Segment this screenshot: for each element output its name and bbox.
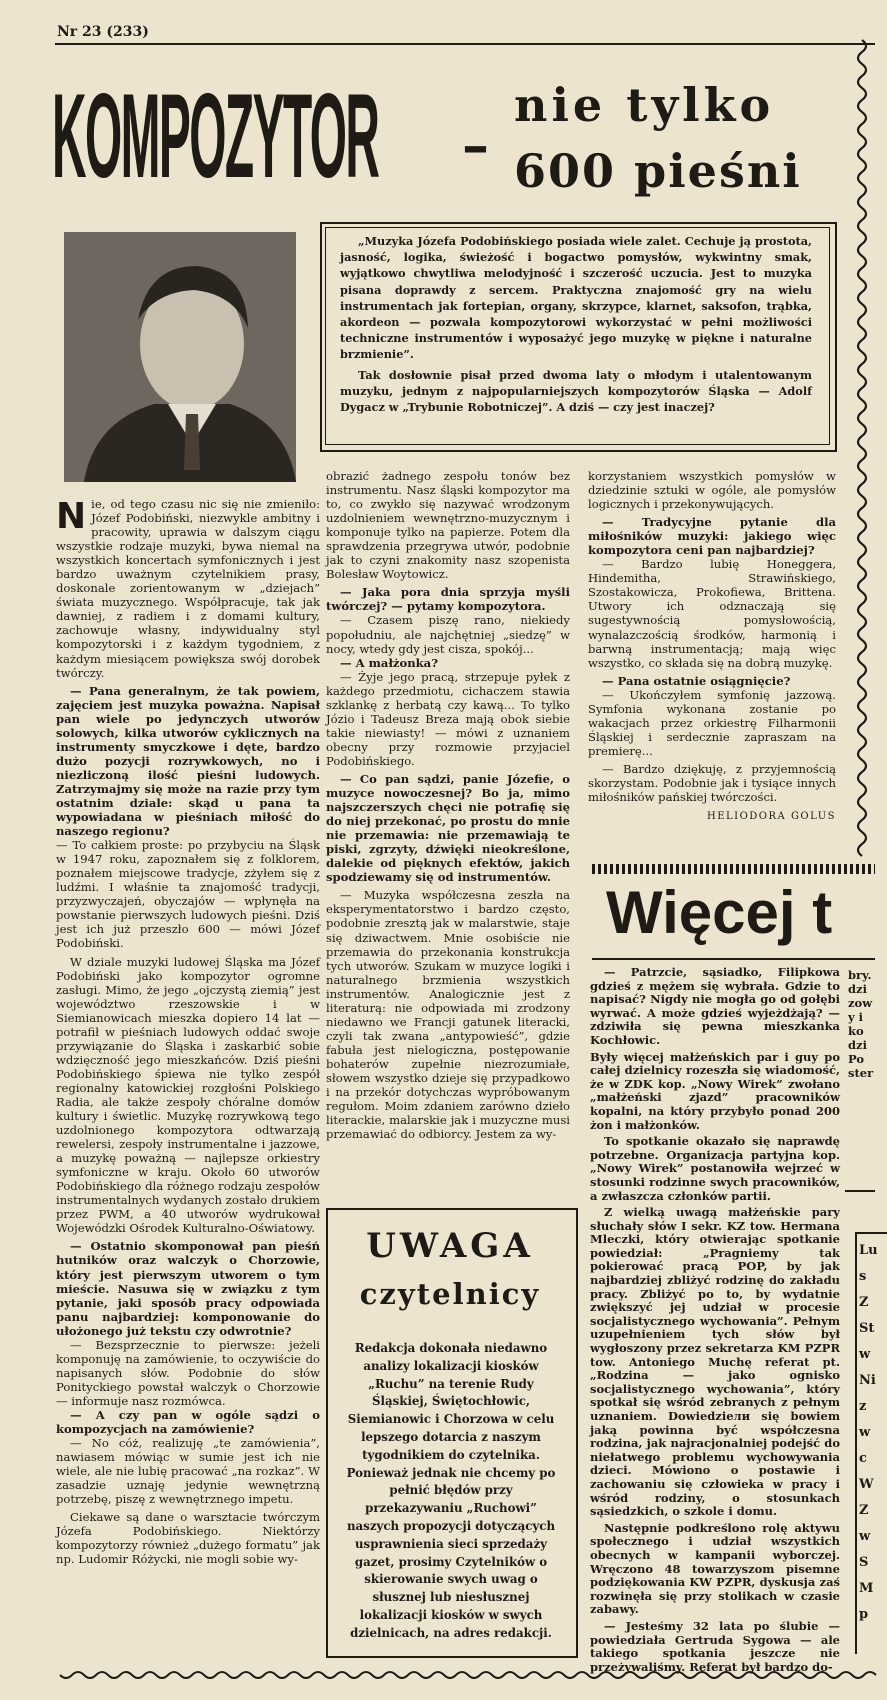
- fragment-letter: z: [859, 1399, 867, 1414]
- fragment-text: y i: [848, 1010, 864, 1024]
- col1-question: — A czy pan w ogóle sądzi o kompozycjach na zamówienie?: [56, 1408, 320, 1437]
- article-column-2: [326, 469, 570, 1141]
- section-border: [592, 864, 875, 874]
- wiecej-title: Więcej t: [606, 879, 833, 946]
- col1-question: — Pana generalnym, że tak powiem, zajęciem jest muzyka poważna. Napisał pan wiele po jedynczych utworów solowych, kilka utworów cyklicznych na instrumenty smyczkowe i dęte, bardzo dużo pozycji rozrywkowych, no i niezliczoną ilość pieśni ludowych. Zatrzymajmy się może na razie przy tym ostatnim dziale: skąd u pana ta wypowiadana w pieśniach miłość do naszego regionu?: [56, 683, 320, 839]
- adjacent-box-fragment: [859, 1238, 878, 1628]
- fragment-letter: p: [859, 1607, 869, 1622]
- wiecej-column: [590, 966, 840, 1674]
- col1-paragraph: ie, od tego czasu nic się nie zmieniło: Józef Podobiński, niezwykle ambitny i pracowity, uprawia w dalszym ciągu wszystkie rodzaje muzyki, bywa niemal na wszystkich koncertach symfonicznych i jest bardzo uważnym czytelnikiem prasy, doskonale zorientowanym w „dziejach” świata muzycznego. Współpracuje, tak jak dawniej, z radiem i z domami kultury, zachowuje własny, indywidualny styl kompozytorski i z każdym tygodniem, z każdym miesiącem powiększa swój dorobek twórczy.: [56, 497, 320, 680]
- wiecej-paragraph: Z wielką uwagą małżeńskie pary słuchały słów I sekr. KZ tow. Hermana Mleczki, który otwierając spotkanie powiedział: „Pragniemy tak pokierować pracą POP, by jak najbardziej zbliżyć rodzinę do zakładu pracy. Zbliżyć po to, by wydatnie zwiększyć jej udział w procesie socjalistycznego wychowania”. Pełnym uzupełnieniem tych słów był wygłoszony przez sekretarza KM PZPR tow. Antoniego Muchę referat pt. „Rodzina — jako ognisko socjalistycznego wychowania”, który spotkał się wśród zebranych z pełnym uznaniem. Dowiedziели się bowiem jaką powinna być współczesna rodzina, jak najracjonalniej podejść do niełatwego problemu wychowywania dzieci. Mówiono o postawie i zachowaniu się człowieka w pracy i wśród rodziny, o stosunkach sąsiedzkich, o szkole i domu.: [590, 1205, 840, 1519]
- headline-dash: –: [462, 113, 489, 177]
- decorative-border: [850, 40, 875, 850]
- wiecej-paragraph: — Jesteśmy 32 lata po ślubie — powiedziała Gertruda Sygowa — ale takiego spotkania jeszcze nie przeżywaliśmy. Referat był bardzo do-: [590, 1618, 840, 1674]
- wiecej-rule: [592, 958, 875, 960]
- portrait-photo: [64, 232, 296, 482]
- col3-question: — Tradycyjne pytanie dla miłośników muzyki: jakiego więc kompozytora ceni pan najbardziej?: [588, 515, 836, 558]
- drop-cap: N: [56, 496, 87, 537]
- col1-question: — Ostatnio skomponował pan pieśń hutników oraz walczyk o Chorzowie, który jest pierwszym utworem o tym mieście. Nasuwa się w związku z tym pytanie, jaki sposób pracy odpowiada panu najbardziej: komponowanie do ułożonego już tekstu czy odwrotnie?: [56, 1239, 320, 1338]
- col2-paragraph: obrazić żadnego zespołu tonów bez instrumentu. Nasz śląski kompozytor ma to, co zwykło się nazywać wrodzonym uzdolnieniem wewnętrzno-muzycznym i komponuje tylko na papierze. Potem dla sprawdzenia przegrywa utwór, podobnie jak to czyni znakomity nasz szopenista Bolesław Woytowicz.: [326, 469, 570, 582]
- headline-line2: 600 pieśni: [514, 144, 802, 198]
- fragment-letter: Ni: [859, 1373, 876, 1388]
- issue-number: Nr 23 (233): [57, 24, 149, 40]
- fragment-text: dzi: [848, 1038, 867, 1052]
- col1-paragraph: — To całkiem proste: po przybyciu na Śląsk w 1947 roku, zapoznałem się z folklorem, poznałem miejscowe tradycje, zżyłem się z ludźmi. I właśnie ta znajomość tradycji, przyzwyczajeń, obyczajów — wpłynęła na powstanie pierwszych ludowych pieśni. Dziś jest ich już przeszło 600 — mówi Józef Podobiński.: [56, 838, 320, 951]
- fragment-letter: Z: [859, 1503, 869, 1518]
- fragment-letter: S: [859, 1555, 869, 1570]
- fragment-letter: Lu: [859, 1243, 878, 1258]
- fragment-text: Po: [848, 1052, 865, 1066]
- fragment-letter: W: [859, 1477, 874, 1492]
- col1-paragraph: Ciekawe są dane o warsztacie twórczym Józefa Podobińskiego. Niektórzy kompozytorzy również „dużego formatu” jak np. Ludomir Różycki, nie mogli sobie wy-: [56, 1510, 320, 1567]
- fragment-letter: Z: [859, 1295, 869, 1310]
- col3-paragraph: — Bardzo lubię Honeggera, Hindemitha, Strawińskiego, Szostakowicza, Prokofiewa, Brittena. Utwory ich odznaczają się sugestywnością pomysłowością, wynalazczością środków, harmonią i barwną instrumentacją; mają więc wszystko, co składa się na dobrą muzykę.: [588, 557, 836, 670]
- headline-line1: nie tylko: [514, 78, 775, 132]
- col3-paragraph: — Bardzo dziękuję, z przyjemnością skorzystam. Podobnie jak i tysiące innych miłośników pańskiej twórczości.: [588, 761, 836, 805]
- wiecej-paragraph: To spotkanie okazało się naprawdę potrzebne. Organizacja partyjna kop. „Nowy Wirek” postanowiła wejrzeć w stosunki rodzinne swych pracowników, a zwłaszcza członków partii.: [590, 1134, 840, 1203]
- notice-body: Redakcja dokonała niedawno analizy lokalizacji kiosków „Ruchu” na terenie Rudy Śląskiej, Świętochłowic, Siemianowic i Chorzowa w celu lepszego dotarcia z naszym tygodnikiem do czytelnika. Ponieważ jednak nie chcemy po pełnić błędów przy przekazywaniu „Ruchowi” naszych propozycji dotyczących usprawnienia sieci sprzedaży gazet, prosimy Czytelników o skierowanie swych uwag o słusznej lub niesłusznej lokalizacji kiosków w swych dzielnicach, na adres redakcji.: [346, 1341, 556, 1640]
- col1-paragraph: — No cóż, realizuję „te zamówienia”, nawiasem mówiąc w sumie jest ich nie wiele, ale nie lubię pracować „na rozkaz”. W zasadzie uznaję jedynie wewnętrzną potrzebę, piszę z wewnętrznego impetu.: [56, 1436, 320, 1507]
- adjacent-article-fragment: [848, 968, 875, 1080]
- wiecej-paragraph: Następnie podkreślono rolę aktywu społecznego i udział wszystkich obecnych w kampanii wyborczej. Wręczono 48 towarzyszom pisemne podziękowania KW PZPR, dyskusja zaś rozwinęła się przy stolikach w czasie zabawy.: [590, 1520, 840, 1617]
- col2-question: — Jaka pora dnia sprzyja myśli twórczej? — pytamy kompozytora.: [326, 585, 570, 614]
- col2-paragraph: — Czasem piszę rano, niekiedy popołudniu, ale najchętniej „siedzę” w nocy, wtedy gdy jest cisza, spokój...: [326, 613, 570, 656]
- notice-title: UWAGA: [366, 1226, 534, 1266]
- quote-paragraph-2: Tak dosłownie pisał przed dwoma laty o młodym i utalentowanym muzyku, jednym z najpopularniejszych kompozytorów Śląska — Adolf Dygacz w „Trybunie Robotniczej”. A dziś — czy jest inaczej?: [340, 367, 812, 415]
- headline-main: KOMPOZYTOR: [52, 70, 379, 204]
- fragment-letter: M: [859, 1581, 874, 1596]
- fragment-text: ster: [848, 1066, 874, 1080]
- fragment-letter: w: [859, 1529, 871, 1544]
- fragment-text: zow: [848, 996, 873, 1010]
- col2-paragraph: — Żyje jego pracą, strzepuje pyłek z każdego przedmiotu, cichaczem stawia szklankę z herbatą czy kawą... To tylko Józio i Tadeusz Breza mają obok siebie takie niewiasty! — mówi z uznaniem obecny przy rozmowie przyjaciel Podobińskiego.: [326, 669, 570, 768]
- quote-text: [340, 233, 812, 415]
- fragment-text: bry.: [848, 968, 872, 982]
- col2-question: — Co pan sądzi, panie Józefie, o muzyce nowoczesnej? Bo ja, mimo najszczerszych chęci nie potrafię się do niej przekonać, po prostu do mnie nie przemawia: nie przemawiają te piski, zgrzyty, dźwięki nieokreślone, dalekie od pięknych efektów, jakich spodziewamy się od instrumentów.: [326, 771, 570, 885]
- article-column-3: [588, 469, 836, 824]
- fragment-letter: w: [859, 1347, 871, 1362]
- col3-question: — Pana ostatnie osiągnięcie?: [602, 673, 791, 688]
- col3-paragraph: — Ukończyłem symfonię jazzową. Symfonia wykonana zostanie po wakacjach przez orkiestrę Filharmonii Śląskiej i serdecznie zapraszam na premierę...: [588, 687, 836, 758]
- fragment-letter: St: [859, 1321, 875, 1336]
- col1-paragraph: W dziale muzyki ludowej Śląska ma Józef Podobiński jako kompozytor ogromne zasługi. Mimo, że jego „ojczystą ziemią” jest województwo rzeszowskie i w Siemianowicach mieszka dopiero 14 lat — potrafił w pieśniach ludowych oddać swoje przywiązanie do Śląska i zaskarbić sobie wdzięczność jego mieszkańców. Dziś pieśni Podobińskiego śpiewa nie tylko zespół regionalny katowickiej rozgłośni Polskiego Radia, ale także zespoły chóralne domów kultury i świetlic. Muzykę rozrywkową tego uzdolnionego kompozytora odtwarzają rewelersi, zespoły instrumentalne i jazzowe, a muzykę poważną — najlepsze orkiestry symfoniczne w kraju. Około 60 utworów Podobińskiego dla różnego rodzaju zespołów instrumentalnych wydanych zostało drukiem przez PWM, a 40 utworów wydrukował Wojewódzki Ośrodek Kulturalno-Oświatowy.: [56, 954, 320, 1236]
- article-column-1: [56, 497, 320, 1567]
- author-signature: HELIODORA GOLUS: [706, 811, 836, 823]
- col2-paragraph: — Muzyka współczesna zeszła na eksperymentatorstwo i bardzo często, podobnie zresztą jak w malarstwie, staje się dziwactwem. Mnie osobiście nie przemawia do przekonania konstrukcja tych utworów. Szukam w muzyce logiki i naturalnego brzmienia wszystkich instrumentów. Analogicznie jest z literaturą: nie odpowiada mi zrodzony niedawno we Francji gatunek literacki, czyli tak zwana „antypowieść”, gdzie fabuła jest nielogiczna, postępowanie bohaterów zupełnie niezrozumiałe, słowem wszystko dzieje się przypadkowo i na przekór dotychczas wypróbowanym regułom. Moim zdaniem zarówno dzieło literackie, malarskie jak i muzyczne musi przemawiać do odbiorcy. Jestem za wy-: [326, 888, 570, 1142]
- col3-paragraph: korzystaniem wszystkich pomysłów w dziedzinie sztuki w ogóle, ale pomysłów logicznych i przekonywujących.: [588, 469, 836, 512]
- wiecej-paragraph: Były więcej małżeńskich par i guy po całej dzielnicy rozeszła się wiadomość, że w ZDK kop. „Nowy Wirek” zwołano „małżeński zjazd” pracowników kopalni, na który przybyło ponad 200 żon i małżonków.: [590, 1049, 840, 1132]
- wiecej-paragraph: — Patrzcie, sąsiadko, Filipkowa gdzieś z mężem się wybrała. Gdzie to napisać? Nigdy nie mogła go od gołębi wyrwać. A może gdzieś wyjeżdżają? — zdziwiła się pewna mieszkanka Kochłowic.: [590, 965, 840, 1047]
- notice-subtitle: czytelnicy: [359, 1277, 541, 1311]
- col1-paragraph: — Bezsprzecznie to pierwsze: jeżeli komponuję na zamówienie, to oczywiście do napisanych słów. Podobnie do słów Ponityckiego powstał walczyk o Chorzowie — informuje nasz rozmówca.: [56, 1337, 320, 1408]
- adjacent-rule: [845, 1190, 875, 1192]
- fragment-letter: w: [859, 1425, 871, 1440]
- fragment-text: ko: [848, 1024, 864, 1038]
- fragment-letter: c: [859, 1451, 867, 1466]
- col2-question: — A małżonka?: [340, 655, 438, 670]
- decorative-border-bottom: [60, 1668, 875, 1682]
- fragment-text: dzi: [848, 982, 867, 996]
- fragment-letter: s: [859, 1269, 867, 1284]
- quote-paragraph-1: „Muzyka Józefa Podobińskiego posiada wiele zalet. Cechuje ją prostota, jasność, logika, świeżość i bogactwo pomysłów, wykwintny smak, wyjątkowo chwytliwa melodyjność i szczerość uczucia. Jest to muzyka pisana doprawdy z sercem. Praktyczna znajomość gry na wielu instrumentach jak fortepian, organy, skrzypce, klarnet, saksofon, trąbka, akordeon — pozwala kompozytorowi wykorzystać w pełni możliwości techniczne instrumentów i wyposażyć jego muzykę w piękne i naturalne brzmienie”.: [340, 234, 812, 362]
